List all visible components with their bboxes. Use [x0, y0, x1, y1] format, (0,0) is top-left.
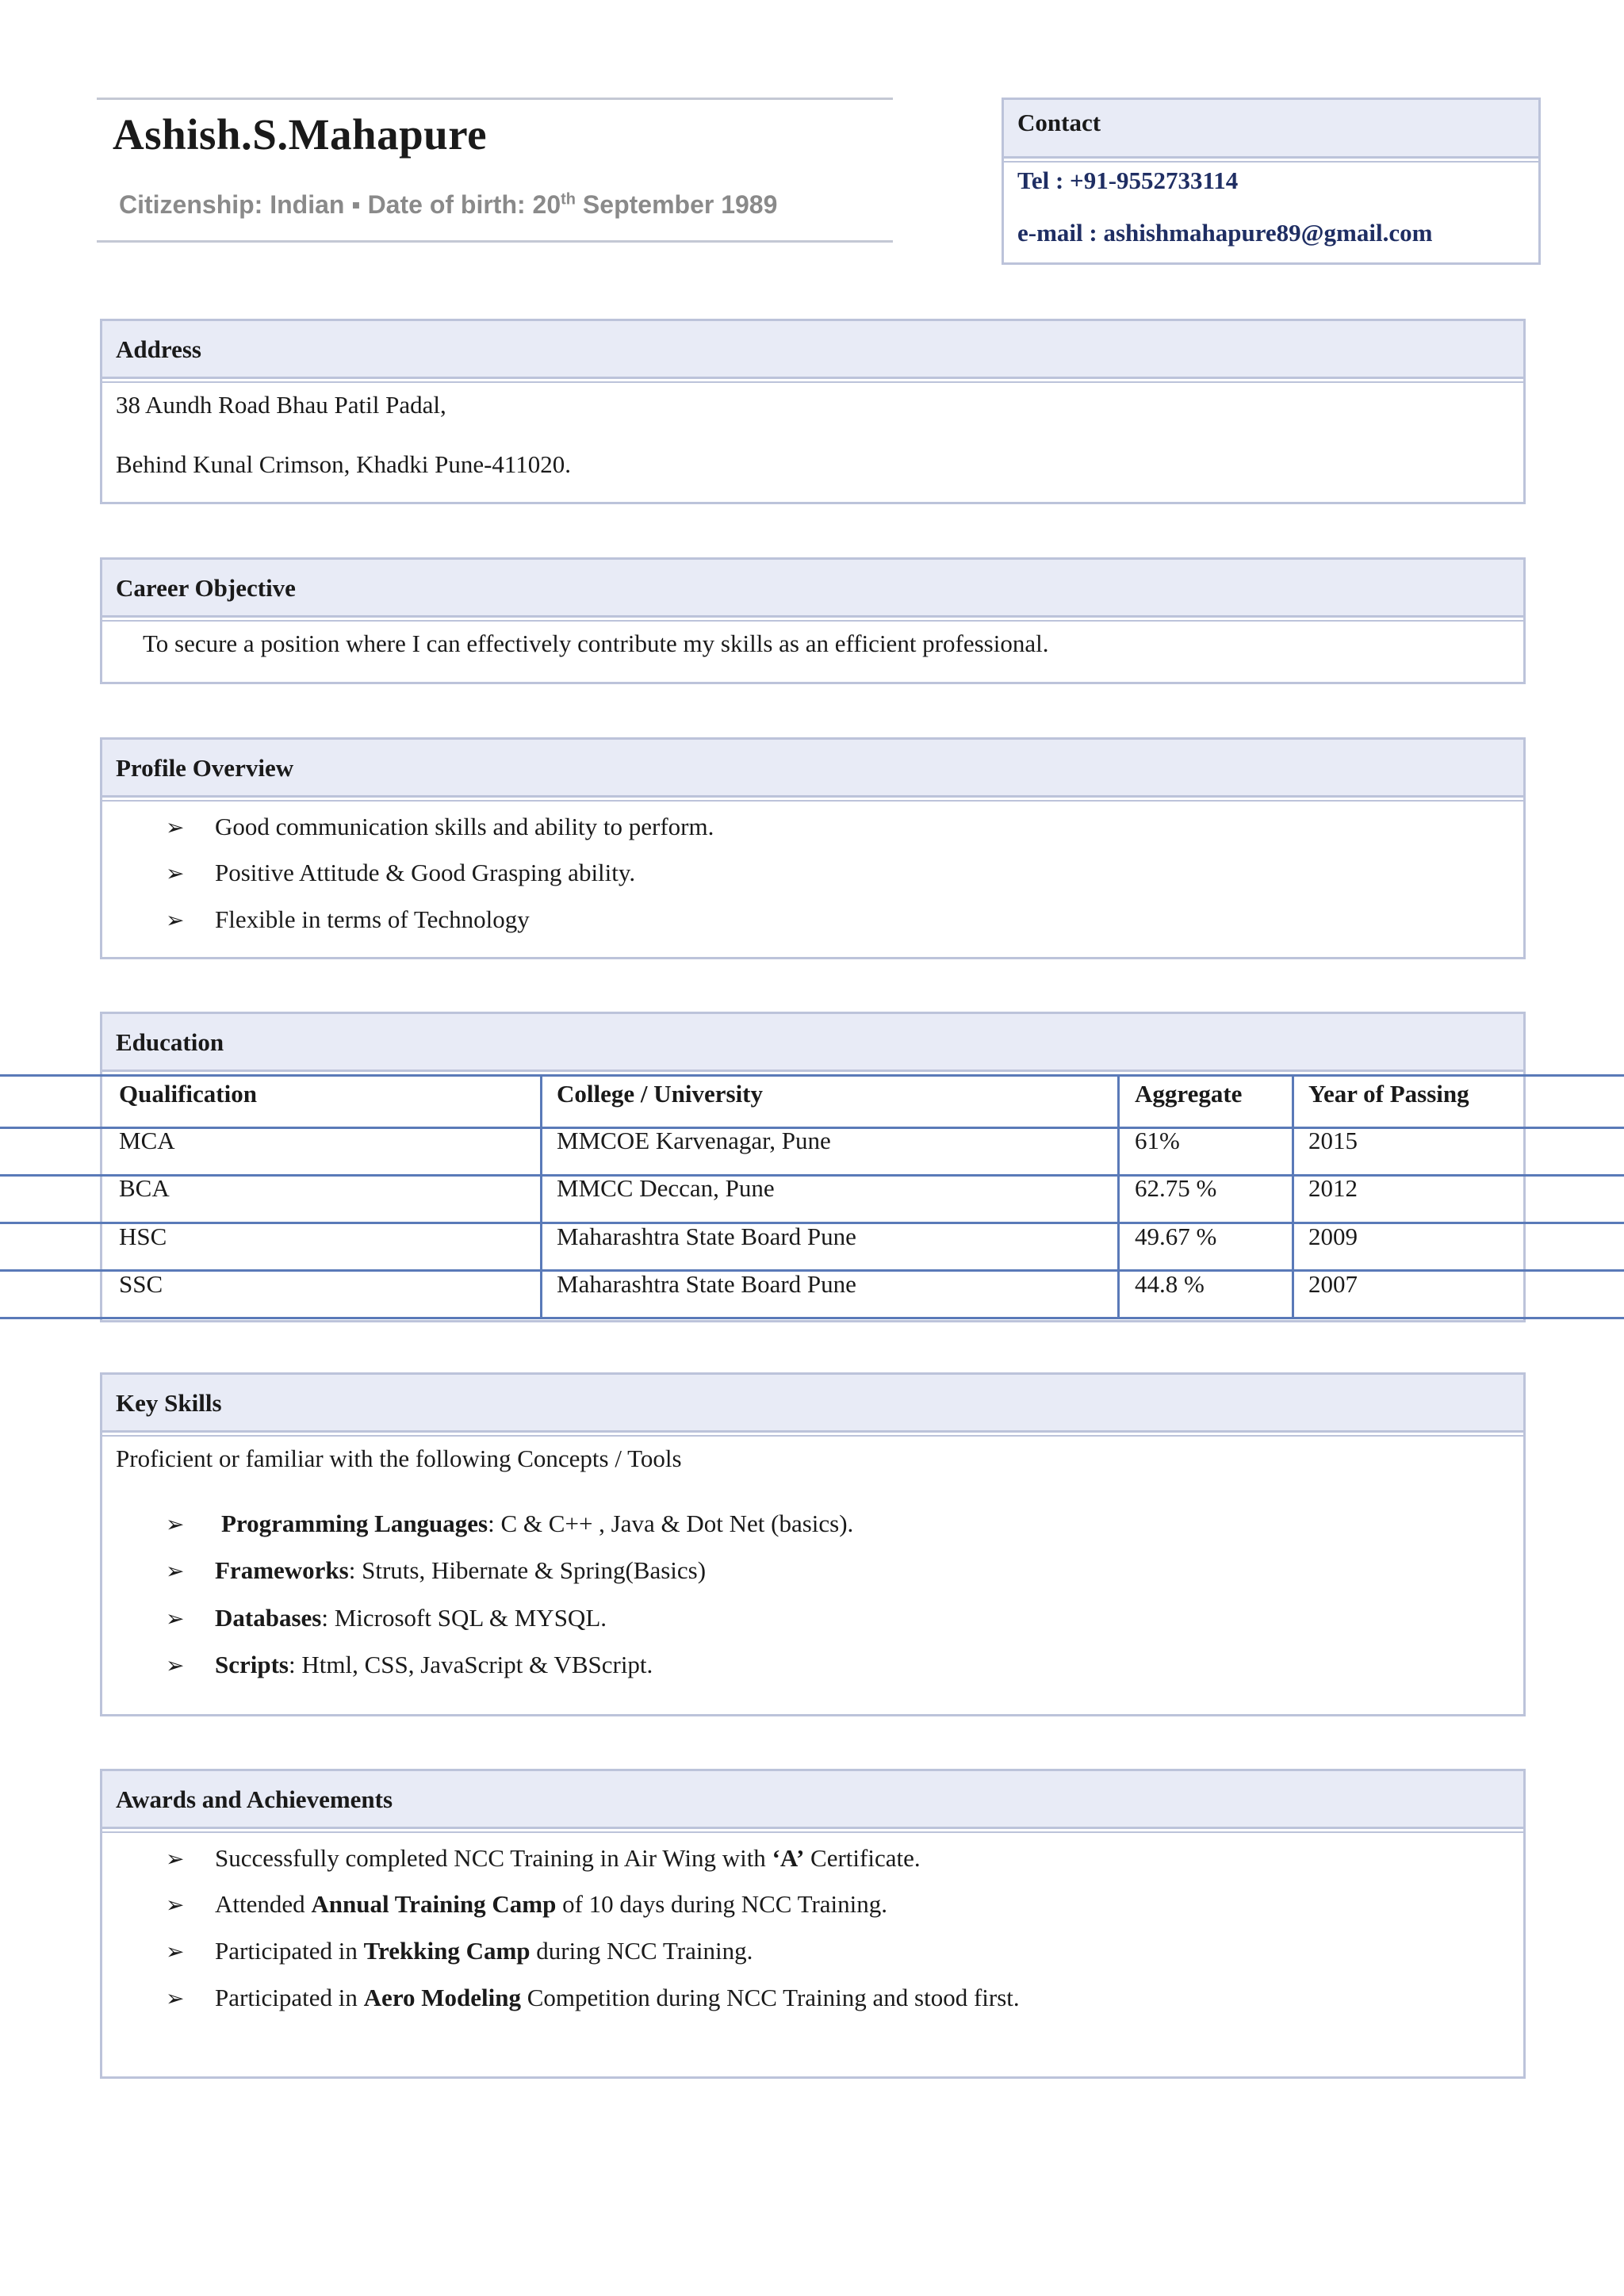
profile-overview-title: Profile Overview — [116, 754, 294, 782]
career-objective-title: Career Objective — [116, 574, 296, 602]
profile-item: Positive Attitude & Good Grasping ability. — [215, 859, 636, 886]
table-cell: BCA — [119, 1174, 170, 1202]
table-header-year: Year of Passing — [1308, 1080, 1469, 1108]
profile-overview-section — [100, 737, 1526, 959]
table-header-college: College / University — [557, 1080, 764, 1108]
table-cell: 2015 — [1308, 1127, 1358, 1154]
career-objective-section — [100, 557, 1526, 684]
contact-header — [1004, 100, 1538, 159]
address-section — [100, 319, 1526, 504]
table-cell: 2009 — [1308, 1223, 1358, 1250]
career-objective-header — [102, 560, 1523, 618]
bullet-arrow-icon: ➢ — [166, 1559, 185, 1584]
table-column-rule — [1117, 1074, 1120, 1317]
table-cell: 2007 — [1308, 1270, 1358, 1298]
table-cell: Maharashtra State Board Pune — [557, 1223, 856, 1250]
skill-item: Databases: Microsoft SQL & MYSQL. — [215, 1604, 607, 1632]
table-header-aggregate: Aggregate — [1135, 1080, 1243, 1108]
table-cell: 62.75 % — [1135, 1174, 1217, 1202]
table-column-rule — [1292, 1074, 1294, 1317]
table-cell: 44.8 % — [1135, 1270, 1205, 1298]
table-cell: SSC — [119, 1270, 163, 1298]
award-item: Participated in Trekking Camp during NCC Training. — [215, 1937, 753, 1965]
table-rule — [0, 1317, 1624, 1319]
award-item: Attended Annual Training Camp of 10 days during NCC Training. — [215, 1890, 888, 1918]
header-rule-bottom — [97, 240, 893, 243]
table-header-qualification: Qualification — [119, 1080, 257, 1108]
address-title: Address — [116, 335, 201, 363]
bullet-arrow-icon: ➢ — [166, 816, 185, 840]
award-item: Successfully completed NCC Training in Air Wing with ‘A’ Certificate. — [215, 1844, 921, 1872]
bullet-arrow-icon: ➢ — [166, 1513, 185, 1537]
table-cell: MMCC Deccan, Pune — [557, 1174, 775, 1202]
address-header — [102, 321, 1523, 379]
career-objective-text: To secure a position where I can effectively contribute my skills as an efficient professional. — [143, 629, 1049, 657]
table-rule — [0, 1174, 1624, 1177]
header-rule-top — [97, 98, 893, 100]
table-cell: 2012 — [1308, 1174, 1358, 1202]
address-line-1: 38 Aundh Road Bhau Patil Padal, — [116, 391, 446, 419]
skill-item: Frameworks: Struts, Hibernate & Spring(Basics) — [215, 1556, 707, 1584]
contact-box — [1002, 98, 1541, 265]
table-rule — [0, 1074, 1624, 1077]
contact-tel: Tel : +91-9552733114 — [1017, 166, 1239, 194]
table-cell: MMCOE Karvenagar, Pune — [557, 1127, 831, 1154]
table-column-rule — [540, 1074, 542, 1317]
skill-item: Scripts: Html, CSS, JavaScript & VBScript. — [215, 1651, 653, 1678]
education-title: Education — [116, 1028, 224, 1056]
bullet-arrow-icon: ➢ — [166, 1987, 185, 2011]
table-cell: Maharashtra State Board Pune — [557, 1270, 856, 1298]
profile-overview-header — [102, 740, 1523, 798]
bullet-arrow-icon: ➢ — [166, 909, 185, 933]
contact-title: Contact — [1017, 109, 1101, 136]
bullet-arrow-icon: ➢ — [166, 1607, 185, 1632]
skill-item: Programming Languages: C & C++ , Java & Dot Net (basics). — [221, 1510, 854, 1537]
awards-title: Awards and Achievements — [116, 1785, 393, 1813]
bullet-arrow-icon: ➢ — [166, 1893, 185, 1918]
bullet-arrow-icon: ➢ — [166, 1940, 185, 1965]
profile-item: Flexible in terms of Technology — [215, 905, 530, 933]
citizenship-line: Citizenship: Indian ▪ Date of birth: 20th September 1989 — [119, 190, 778, 219]
profile-item: Good communication skills and ability to perform. — [215, 813, 714, 840]
table-cell: HSC — [119, 1223, 167, 1250]
awards-header — [102, 1771, 1523, 1829]
bullet-arrow-icon: ➢ — [166, 1654, 185, 1678]
key-skills-header — [102, 1375, 1523, 1433]
key-skills-section — [100, 1372, 1526, 1716]
table-cell: 49.67 % — [1135, 1223, 1217, 1250]
awards-section — [100, 1769, 1526, 2079]
table-cell: MCA — [119, 1127, 175, 1154]
address-line-2: Behind Kunal Crimson, Khadki Pune-411020. — [116, 450, 572, 478]
education-header — [102, 1014, 1523, 1072]
key-skills-title: Key Skills — [116, 1389, 222, 1417]
table-cell: 61% — [1135, 1127, 1180, 1154]
contact-email[interactable]: e-mail : ashishmahapure89@gmail.com — [1017, 219, 1433, 247]
award-item: Participated in Aero Modeling Competition during NCC Training and stood first. — [215, 1984, 1020, 2011]
key-skills-intro: Proficient or familiar with the following Concepts / Tools — [116, 1445, 682, 1472]
candidate-name: Ashish.S.Mahapure — [113, 110, 488, 159]
bullet-arrow-icon: ➢ — [166, 1847, 185, 1872]
bullet-arrow-icon: ➢ — [166, 862, 185, 886]
